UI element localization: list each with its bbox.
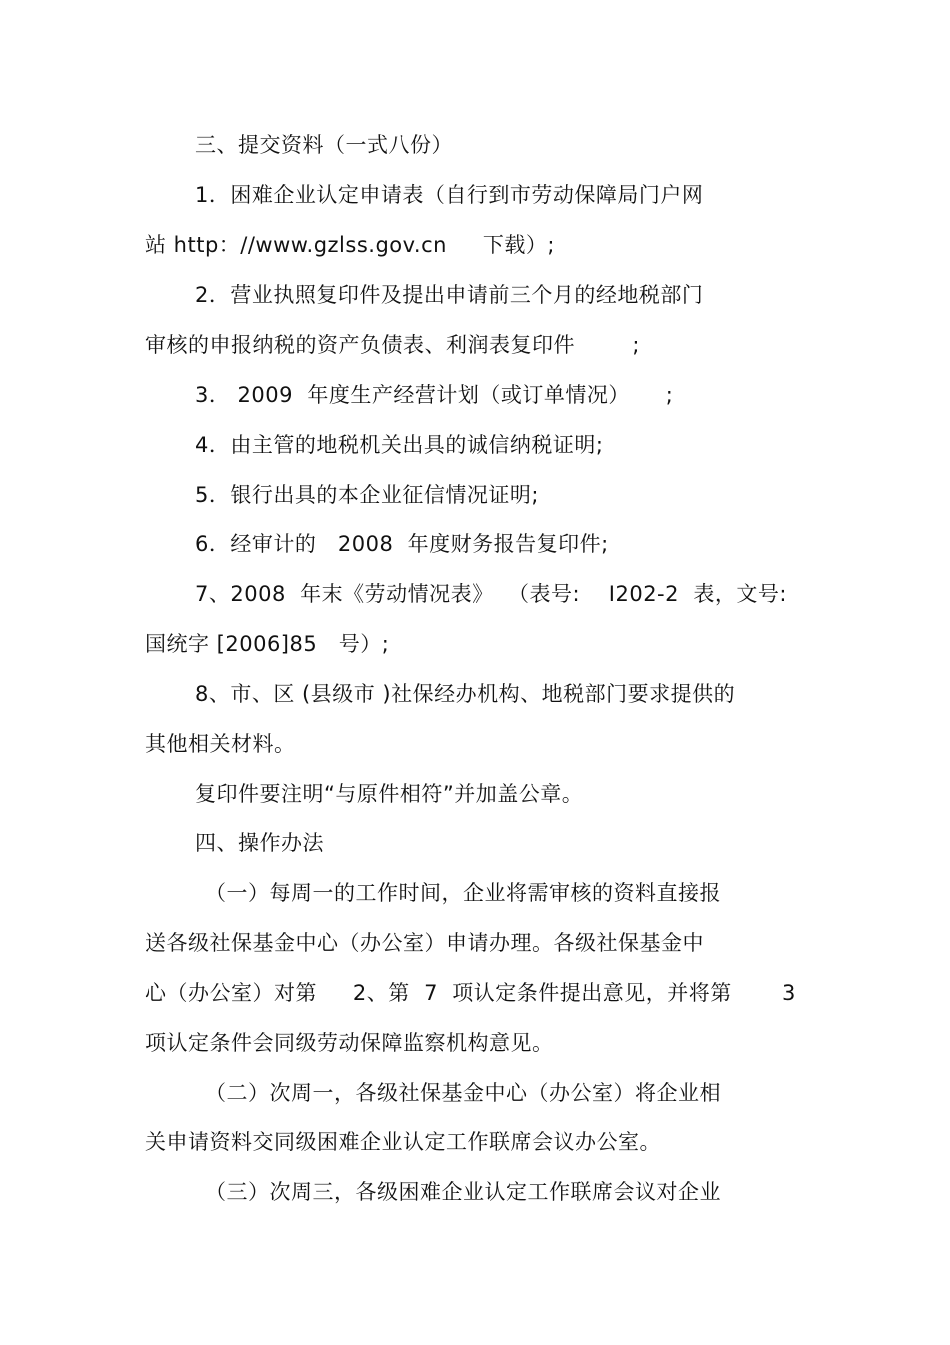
- paragraph-line: 其他相关材料。: [145, 732, 296, 756]
- paragraph-line: （三）次周三，各级困难企业认定工作联席会议对企业: [205, 1180, 721, 1204]
- paragraph-line: 送各级社保基金中心（办公室）申请办理。各级社保基金中: [145, 931, 704, 955]
- paragraph-line: 关申请资料交同级困难企业认定工作联席会议办公室。: [145, 1130, 661, 1154]
- paragraph-line: 5．银行出具的本企业征信情况证明;: [195, 483, 539, 507]
- paragraph-line: 复印件要注明“与原件相符”并加盖公章。: [195, 782, 584, 806]
- paragraph-line: 1．困难企业认定申请表（自行到市劳动保障局门户网: [195, 183, 704, 207]
- paragraph-line: 国统字 [2006]85 号）;: [145, 632, 390, 656]
- paragraph-line: 8、市、区 (县级市 )社保经办机构、地税部门要求提供的: [195, 682, 736, 706]
- paragraph-line: 4．由主管的地税机关出具的诚信纳税证明;: [195, 433, 604, 457]
- paragraph-line: 7、2008 年末《劳动情况表》 （表号: I202-2 表，文号:: [195, 582, 787, 606]
- paragraph-line: 站 http：//www.gzlss.gov.cn 下载）;: [145, 233, 555, 257]
- paragraph-line: 心（办公室）对第 2、第 7 项认定条件提出意见，并将第 3: [145, 981, 796, 1005]
- paragraph-line: 2．营业执照复印件及提出申请前三个月的经地税部门: [195, 283, 704, 307]
- paragraph-line: 审核的申报纳税的资产负债表、利润表复印件 ;: [145, 333, 640, 357]
- paragraph-line: （一）每周一的工作时间，企业将需审核的资料直接报: [205, 881, 721, 905]
- section-heading-submit-materials: 三、提交资料（一式八份）: [195, 133, 453, 157]
- paragraph-line: （二）次周一，各级社保基金中心（办公室）将企业相: [205, 1081, 721, 1105]
- section-heading-procedures: 四、操作办法: [195, 831, 324, 855]
- paragraph-line: 6．经审计的 2008 年度财务报告复印件;: [195, 532, 609, 556]
- paragraph-line: 3． 2009 年度生产经营计划（或订单情况） ;: [195, 383, 674, 407]
- paragraph-line: 项认定条件会同级劳动保障监察机构意见。: [145, 1031, 554, 1055]
